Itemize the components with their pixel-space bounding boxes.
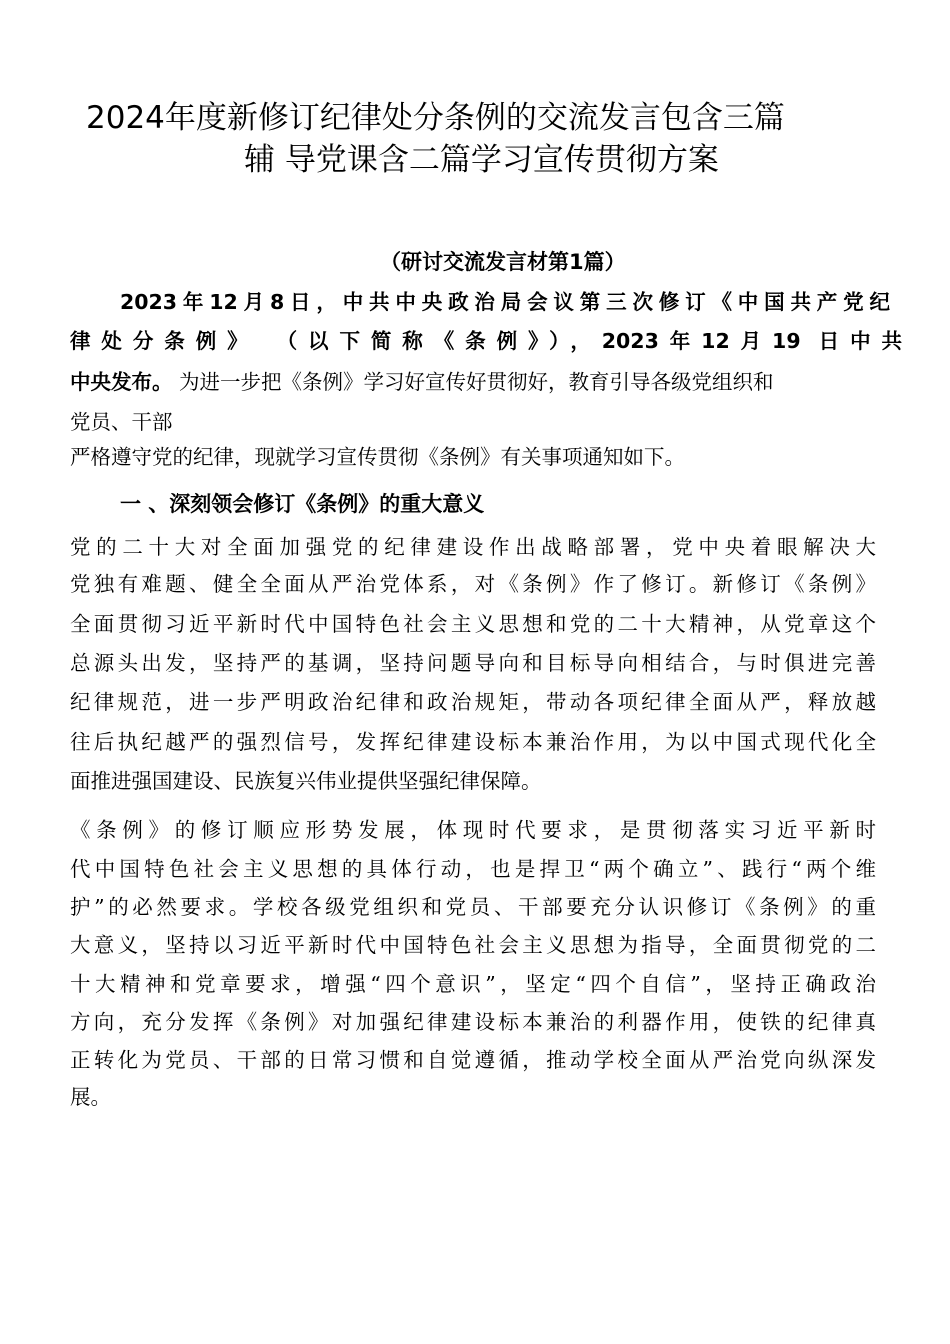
paragraph-2-line: 十大精神和党章要求，增强“四个意识”，坚定“四个自信”，坚持正确政治 — [70, 972, 876, 996]
intro-line-3-rest: 为进一步把《条例》学习好宣传好贯彻好，教育引导各级党组织和 — [172, 370, 774, 394]
paragraph-2-line: 大意义，坚持以习近平新时代中国特色社会主义思想为指导，全面贯彻党的二 — [70, 933, 876, 957]
paragraph-1-line: 党的二十大对全面加强党的纪律建设作出战略部署，党中央着眼解决大 — [70, 535, 876, 559]
section-heading: 一 、深刻领会修订《条例》的重大意义 — [120, 492, 485, 516]
paragraph-2-line: 展。 — [70, 1085, 111, 1109]
intro-line-4: 党员、干部 — [70, 410, 173, 434]
paragraph-2-line: 护”的必然要求。学校各级党组织和党员、干部要充分认识修订《条例》的重 — [70, 895, 876, 919]
paragraph-1-line: 总源头出发，坚持严的基调，坚持问题导向和目标导向相结合，与时俱进完善 — [70, 651, 876, 675]
paragraph-2-line: 《条例》的修订顺应形势发展，体现时代要求，是贯彻落实习近平新时 — [70, 818, 876, 842]
paragraph-1-line: 全面贯彻习近平新时代中国特色社会主义思想和党的二十大精神，从党章这个 — [70, 612, 876, 636]
paragraph-1-line: 纪律规范，进一步严明政治纪律和政治规矩，带动各项纪律全面从严，释放越 — [70, 690, 876, 714]
paragraph-1-line: 党独有难题、健全全面从严治党体系，对《条例》作了修订。新修订《条例》 — [70, 572, 876, 596]
paragraph-2-line: 正转化为党员、干部的日常习惯和自觉遵循，推动学校全面从严治党向纵深发 — [70, 1048, 876, 1072]
document-title-line2: 辅 导党课含二篇学习宣传贯彻方案 — [244, 142, 719, 178]
intro-line-1: 2023年12月8日，中共中央政治局会议第三次修订《中国共产党纪 — [120, 290, 890, 314]
paragraph-2-line: 代中国特色社会主义思想的具体行动，也是捍卫“两个确立”、践行“两个维 — [70, 857, 876, 881]
intro-line-3-bold: 中央发布。 — [70, 370, 173, 394]
document-title-line1: 2024年度新修订纪律处分条例的交流发言包含三篇 — [86, 100, 785, 136]
document-subtitle: （研讨交流发言材第1篇） — [380, 250, 626, 274]
paragraph-1-line: 往后执纪越严的强烈信号，发挥纪律建设标本兼治作用，为以中国式现代化全 — [70, 730, 876, 754]
paragraph-2-line: 方向，充分发挥《条例》对加强纪律建设标本兼治的利器作用，使铁的纪律真 — [70, 1010, 876, 1034]
paragraph-1-line: 面推进强国建设、民族复兴伟业提供坚强纪律保障。 — [70, 769, 542, 793]
intro-line-5: 严格遵守党的纪律，现就学习宣传贯彻《条例》有关事项通知如下。 — [70, 445, 685, 469]
intro-line-2: 律处分条例》 （以下简称《条例》），2023年12月19 日中共 — [70, 329, 902, 353]
intro-line-3 — [70, 368, 774, 396]
